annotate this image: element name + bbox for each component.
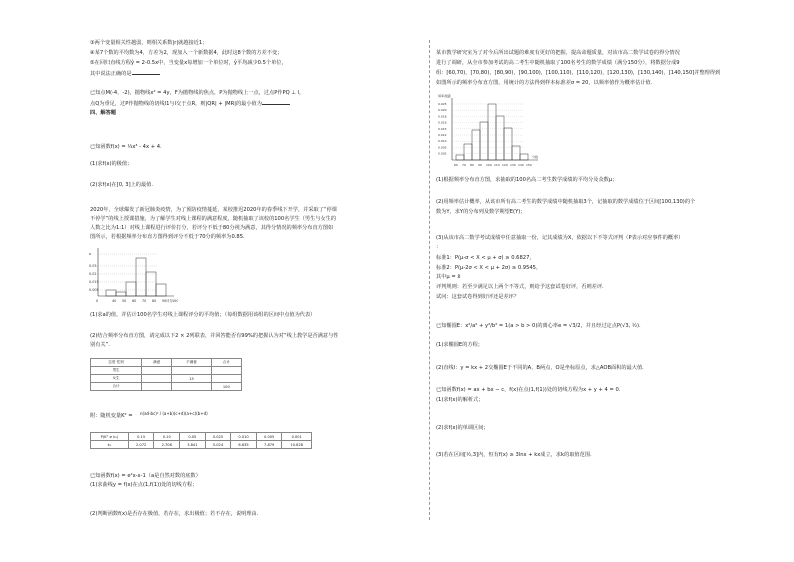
- contingency-cell: [211, 375, 241, 383]
- function-1-statement: 已知函数f(x) = ⅓x³ - 4x + 4.: [90, 144, 162, 150]
- hist2-xtick: 70: [462, 163, 466, 167]
- critical-row: [91, 441, 312, 449]
- hist1-ytick: 0.005: [89, 288, 99, 292]
- hist2-xtick: 60: [454, 163, 458, 167]
- hist2-bar-3: [472, 130, 480, 160]
- contingency-cell: 合计: [211, 359, 241, 367]
- statement-4: ④某7个数的平均数为4，方差为2，现加入一个新数据4，此时这8个数的方差不变；: [90, 50, 283, 56]
- hist2-bar-5: [488, 104, 496, 160]
- survey-paragraph-line3: 人数之比为1:1）对线上课程进行评价打分，若评分不低于80分视为满意，其得分情况的频率分布直方图如: [90, 225, 334, 231]
- contingency-cell: 100: [211, 383, 241, 391]
- hist2-xlabel: 分数: [532, 155, 539, 159]
- standard-1: 标准1：P(μ-σ < X < μ + σ) ≥ 0.6827，: [436, 255, 535, 261]
- hist2-xtick: 130: [510, 163, 516, 167]
- parabola-question-text: 点Q为垂足，过P作抛物线的切线l1与l交于点R，则|QR| + |MR|的最小值为: [90, 101, 262, 107]
- hist2-ytick: 0.010: [438, 139, 447, 144]
- hist1-bar-5: [146, 272, 156, 296]
- hist1-bar-1: [106, 290, 116, 296]
- critical-cell: 5.024: [205, 441, 231, 449]
- hist2-ytick: 0.018: [438, 114, 447, 119]
- hist1-ytick: 0.015: [89, 280, 99, 284]
- hist2-bar-8: [512, 146, 520, 160]
- hist2-bar-4: [480, 122, 488, 160]
- hist2-ytick: 0.012: [438, 133, 447, 137]
- research-paragraph-line4: 如图所示的频率分布直方图，用统计的方法得到样本标准差σ = 20，以频率值作为概率估计值.: [436, 80, 653, 86]
- hist1-bar-4: [136, 258, 146, 296]
- contingency-cell: [172, 383, 211, 391]
- hist2-xtick: 100: [486, 163, 492, 167]
- hist2-ytick: 0.002: [438, 151, 447, 156]
- critical-cell: 3.841: [180, 441, 206, 449]
- function-2-part2: (2)判断函数f(x)是否存在极值，若存在，求出极值；若不存在，说明理由.: [90, 511, 259, 517]
- contingency-cell: 男生: [91, 367, 142, 375]
- research-part2-line2: 数为Y，求Y的分布列及数学期望E(Y)；: [436, 209, 526, 215]
- contingency-cell: 女生: [91, 375, 142, 383]
- question-prompt-text: 其中说法正确的是: [90, 71, 132, 77]
- research-part1: (1)根据频率分布直方图，求抽取的100名高二考生数学成绩的平均分及众数μ；: [436, 177, 618, 183]
- critical-cell: 10.828: [282, 441, 312, 449]
- hist1-xtick: 70: [142, 299, 147, 303]
- ellipse-part1: (1)求椭圆E的方程；: [436, 342, 483, 348]
- statement-5: ⑤在回归直线方程ŷ = 2-0.5x中，当变量x每增加一个单位时，ŷ平均减少0.5个单位，: [90, 60, 287, 66]
- contingency-cell: [142, 367, 172, 375]
- hist2-xtick: 120: [502, 163, 508, 167]
- judging-rule: 评判规则：若至少满足以上两个不等式，则给予这套试卷好评，否则差评.: [436, 284, 604, 290]
- math-score-histogram: [434, 92, 544, 170]
- research-paragraph-line1: 某市教学研究室为了对今后所出试题的难度有更好的把握，提高命题质量，对该市高二数学试卷的得分情况: [436, 50, 680, 56]
- hist2-ylabel: 频率/组距: [438, 94, 452, 98]
- ellipse-statement: 已知椭圆E：x²/a² + y²/b² = 1(a > b > 0)的离心率e = √3/2，并且经过定点P(√3, ½).: [436, 323, 641, 329]
- judging-question: 试问：这套试卷得到好评还是差评？: [436, 294, 520, 300]
- survey-part2-line2: 别有关”.: [90, 342, 110, 348]
- research-paragraph-line2: 进行了调研，从全市参加考试的高二考生中随机抽取了100名考生的数学成绩（满分150分），将数据分成9: [436, 60, 680, 66]
- function-3-part2: (2)求f(x)的单调区间；: [436, 425, 489, 431]
- contingency-cell: [211, 367, 241, 375]
- hist1-xtick: 60: [132, 299, 137, 303]
- mu-definition: 其中μ = x̄: [436, 274, 461, 280]
- critical-cell: 0.10: [154, 433, 180, 441]
- hist1-ytick: a: [89, 252, 92, 256]
- critical-value-table: [90, 432, 312, 449]
- function-3-statement: 已知函数f(x) = ax + bx − c，f(x)在点(1,f(1))处的切线方程为x + y + 4 = 0.: [436, 387, 621, 393]
- critical-cell: 7.879: [256, 441, 282, 449]
- critical-cell: 2.706: [154, 441, 180, 449]
- contingency-row: [91, 375, 242, 383]
- question-prompt: [90, 70, 160, 77]
- column-divider: [429, 40, 430, 520]
- contingency-cell: [172, 367, 211, 375]
- critical-cell: 0.025: [205, 433, 231, 441]
- hist1-ytick: 0.02: [89, 272, 97, 276]
- research-paragraph-line3: 组：[60,70)，[70,80)，[80,90)，[90,100)，[100,110)，[110,120)，[120,130)，[130,140)，[140,150]并整理得到: [436, 70, 721, 76]
- hist1-xlabel: 评分: [166, 299, 173, 303]
- hist2-ytick: 0.020: [438, 108, 447, 113]
- critical-cell: P(K² ≥ k₀): [91, 433, 129, 441]
- contingency-cell: 合计: [91, 383, 142, 391]
- contingency-row: [91, 359, 242, 367]
- hist1-xtick: 50: [122, 299, 127, 303]
- contingency-cell: [142, 375, 172, 383]
- contingency-row: [91, 383, 242, 391]
- critical-cell: 2.072: [128, 441, 154, 449]
- hist1-xtick: 80: [152, 299, 157, 303]
- function-2-part1: (1)求曲线y = f(x)在点(1,f(1))处的切线方程；: [90, 482, 198, 488]
- standard-2: 标准2：P(μ-2σ < X < μ + 2σ) ≥ 0.9545，: [436, 265, 542, 271]
- hist1-xtick: 100: [172, 299, 178, 303]
- critical-cell: 0.001: [282, 433, 312, 441]
- survey-paragraph-line2: 不停学”的线上授课措施，为了解学生对线上课程的满意程度，随机抽取了该校的100名学生（男生与女生的: [90, 216, 337, 222]
- survey-part1: (1)求a的值，并估计100名学生对线上课程评分的平均值；（每组数据用该组的区间中点值为代表）: [90, 312, 316, 318]
- hist2-ytick: 0.016: [438, 120, 447, 125]
- function-3-part1: (1)求f(x)的解析式；: [436, 397, 484, 403]
- contingency-row: [91, 367, 242, 375]
- hist2-xtick: 150: [526, 163, 532, 167]
- hist1-bar-2: [116, 292, 126, 296]
- hist2-bar-1: [456, 155, 464, 160]
- hist1-ytick: 0.03: [89, 264, 97, 268]
- critical-row: [91, 433, 312, 441]
- contingency-cell: 满意: [142, 359, 172, 367]
- parabola-question-line2: [90, 100, 290, 107]
- critical-cell: 0.010: [231, 433, 257, 441]
- contingency-cell: 态度 性别: [91, 359, 142, 367]
- critical-cell: 0.15: [128, 433, 154, 441]
- research-part2-line1: (2)用频率估计概率，从该市所有高二考生的数学成绩中随机抽取3个，记抽取的数学成绩位于区间[100,130)的个: [436, 199, 696, 205]
- contingency-cell: [142, 383, 172, 391]
- hist2-bar-2: [464, 144, 472, 160]
- hist1-xtick: 0: [96, 299, 99, 303]
- contingency-table: [90, 358, 242, 391]
- hist2-xtick: 110: [494, 163, 500, 167]
- critical-cell: 0.05: [180, 433, 206, 441]
- score-histogram: [88, 244, 178, 306]
- hist2-ytick: 0.015: [438, 126, 447, 131]
- survey-paragraph-line1: 2020年，全球爆发了新冠肺炎疫情，为了预防疫情蔓延，某校推迟2020年的春季线下开学，并采取了“停课: [90, 207, 337, 213]
- research-part3-line1: (3)从该市高二数学考试成绩中任意抽取一份，记其成绩为X，依据以下不等式评判（P表示对应事件的概率）: [436, 235, 684, 241]
- contingency-cell: 15: [172, 375, 211, 383]
- ellipse-part2: (2)直线l：y = kx + 2交椭圆E于不同的A，B两点，O是坐标原点，求△AOB面积的最大值.: [436, 365, 644, 371]
- hist1-xtick: 40: [112, 299, 117, 303]
- hist1-bar-3: [126, 282, 136, 296]
- hist2-xtick: 140: [518, 163, 524, 167]
- function-2-statement: 已知函数f(x) = e²x-x-1（a是自然对数的底数）: [90, 473, 201, 479]
- hist2-bar-7: [504, 128, 512, 160]
- function-3-part3: (3)若在区间[½,3]内，恒有f(x) ≥ 3lnx + kx成立，求k的取值范围.: [436, 452, 592, 458]
- critical-cell: 0.005: [256, 433, 282, 441]
- hist2-ytick: 0.005: [438, 145, 447, 150]
- hist2-ytick: 0.025: [438, 102, 447, 106]
- critical-cell: k₀: [91, 441, 129, 449]
- k2-label: 附：随机变量K² =: [90, 413, 133, 419]
- hist2-xtick: 90: [478, 163, 482, 167]
- answer-blank[interactable]: [132, 70, 160, 75]
- hist1-bar-6: [156, 284, 166, 296]
- parabola-question-line1: 已知点M(-4，-2)，抛物线x² = 4y，F为抛物线的焦点，P为抛物线上一点，过点P作PQ ⊥ l，: [90, 90, 305, 96]
- survey-part2-line1: (2)结合频率分布直方图，请完成以下2 × 2列联表，并回答能否有99%的把握认为对“线上教学是否满意与性: [90, 333, 339, 339]
- hist2-bar-9: [520, 154, 528, 160]
- function-1-part1: (1)求f(x)的极值；: [90, 161, 133, 167]
- survey-paragraph-line4: 图所示，若根据频率分布直方图得到评分不低于70分的频率为0.85.: [90, 234, 245, 240]
- hist1-xtick: 90: [162, 299, 167, 303]
- answer-blank-2[interactable]: [262, 100, 290, 105]
- k2-formula: n(ad-bc)² / (a+b)(c+d)(a+c)(b+d): [140, 411, 208, 416]
- statement-3: ③两个变量相关性越弱，则相关系数|r|就越接近1；: [90, 40, 208, 46]
- research-part3-line2: ：: [436, 244, 442, 250]
- contingency-cell: 不满意: [172, 359, 211, 367]
- section-heading: 四、解答题: [90, 110, 116, 116]
- hist2-xtick: 80: [470, 163, 474, 167]
- function-1-part2: (2)求f(x)在[0, 3]上的最值.: [90, 182, 154, 188]
- critical-cell: 6.635: [231, 441, 257, 449]
